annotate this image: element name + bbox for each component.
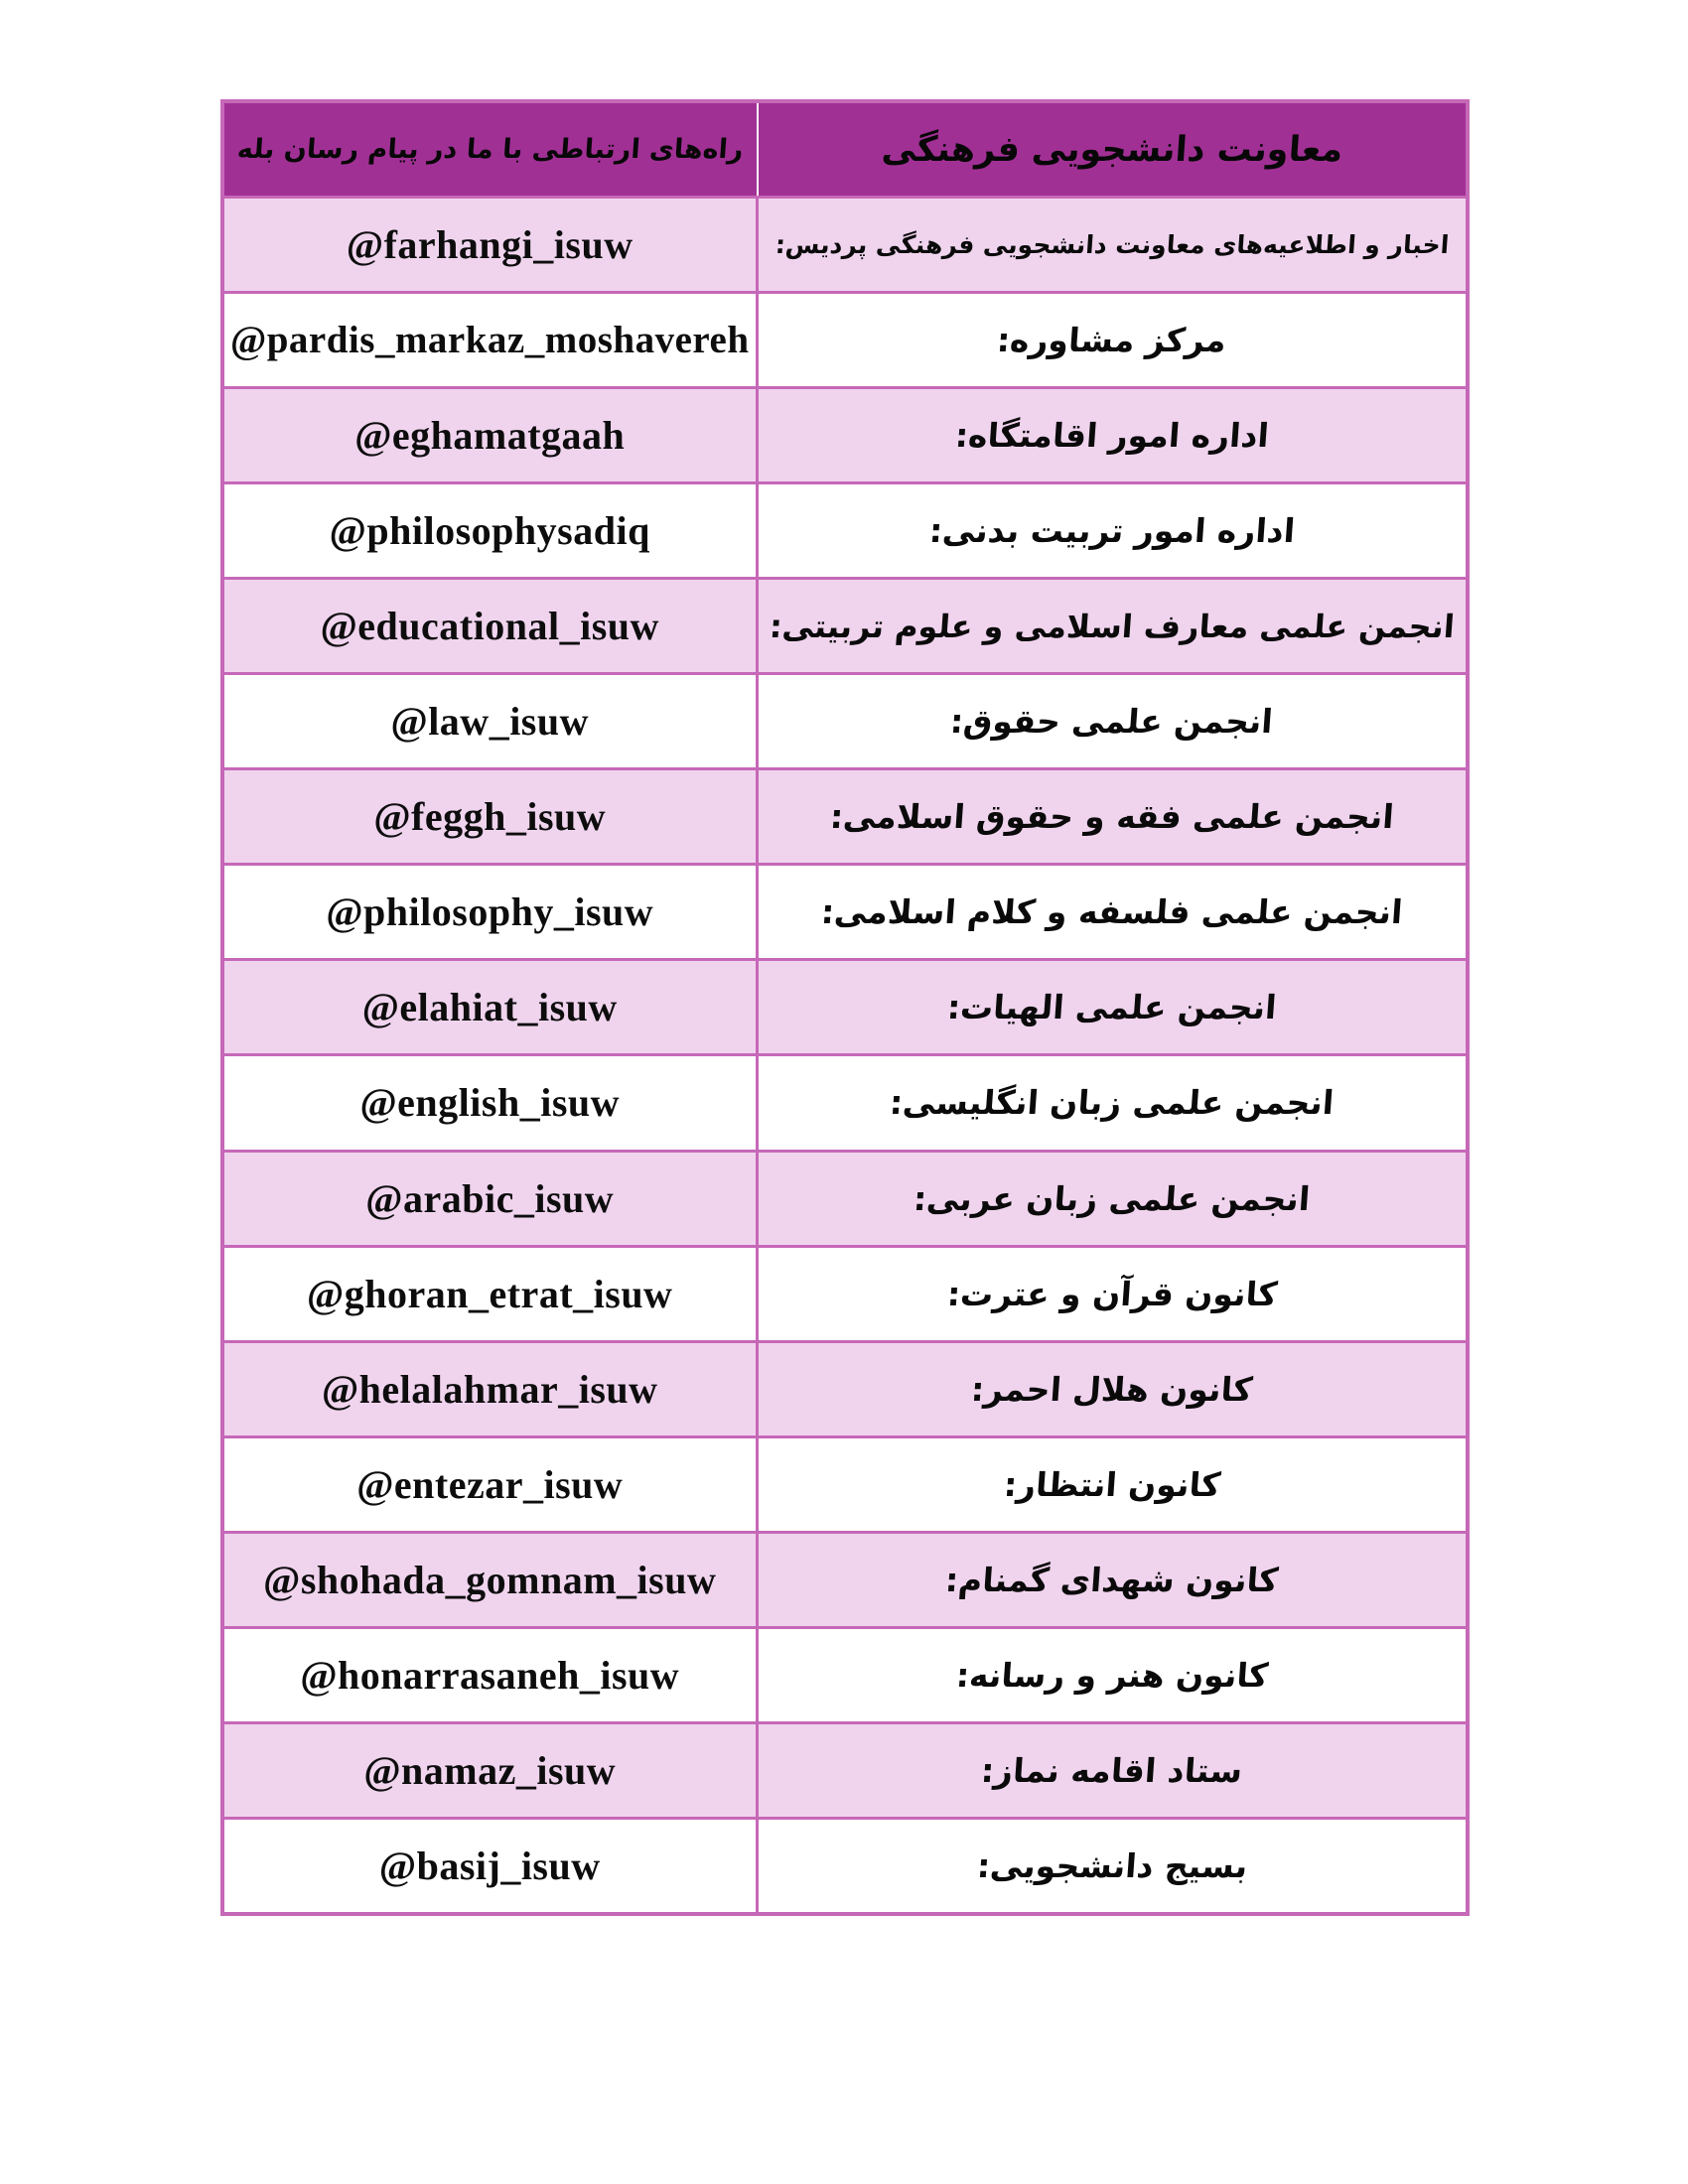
channels-table — [220, 99, 1470, 1916]
handle-cell — [224, 389, 759, 481]
label-cell — [759, 1820, 1467, 1912]
handle-cell — [224, 1056, 759, 1149]
channel-handle: @arabic_isuw — [365, 1175, 615, 1221]
handle-cell — [224, 484, 759, 577]
channel-handle: @feggh_isuw — [373, 794, 607, 840]
channel-handle: @ghoran_etrat_isuw — [307, 1271, 673, 1316]
table-row — [224, 1534, 1466, 1629]
handle-cell — [224, 1534, 759, 1626]
label-fa: انجمن علمی زبان عربی: — [912, 1178, 1312, 1218]
header-handles-label: راه‌های ارتباطی با ما در پیام رسان بله — [235, 134, 745, 166]
label-cell — [759, 866, 1467, 958]
label-fa: مرکز مشاوره: — [995, 321, 1228, 360]
channel-handle: @educational_isuw — [320, 604, 659, 649]
label-cell — [759, 675, 1467, 767]
handle-cell — [224, 199, 759, 291]
handle-cell — [224, 294, 759, 386]
table-row — [224, 389, 1466, 484]
label-fa: کانون هنر و رسانه: — [954, 1655, 1270, 1695]
channel-handle: @eghamatgaah — [354, 413, 626, 459]
table-row — [224, 1248, 1466, 1343]
channel-handle: @farhangi_isuw — [346, 222, 633, 268]
header-handles-cell — [224, 103, 759, 196]
label-cell — [759, 199, 1467, 291]
channel-handle: @basij_isuw — [378, 1843, 601, 1888]
channel-handle: @entezar_isuw — [356, 1461, 624, 1507]
label-cell — [759, 961, 1467, 1053]
label-fa: انجمن علمی الهیات: — [945, 988, 1278, 1027]
label-fa: بسیج دانشجویی: — [975, 1845, 1249, 1885]
label-cell — [759, 1534, 1467, 1626]
label-cell — [759, 1056, 1467, 1149]
label-cell — [759, 1153, 1467, 1245]
channel-handle: @philosophysadiq — [329, 508, 650, 554]
channel-handle: @honarrasaneh_isuw — [300, 1652, 680, 1698]
label-fa: اداره امور تربیت بدنی: — [927, 511, 1297, 551]
table-row — [224, 580, 1466, 675]
channel-handle: @helalahmar_isuw — [321, 1366, 658, 1412]
label-fa: انجمن علمی حقوق: — [949, 702, 1275, 742]
label-cell — [759, 1438, 1467, 1531]
table-row — [224, 1820, 1466, 1912]
table-row — [224, 484, 1466, 580]
channel-handle: @english_isuw — [359, 1080, 621, 1126]
label-cell — [759, 1248, 1467, 1340]
handle-cell — [224, 580, 759, 672]
handle-cell — [224, 1153, 759, 1245]
channel-handle: @shohada_gomnam_isuw — [263, 1557, 717, 1602]
table-row — [224, 1724, 1466, 1820]
label-fa: انجمن علمی معارف اسلامی و علوم تربیتی: — [768, 607, 1457, 645]
label-fa: کانون قرآن و عترت: — [945, 1274, 1279, 1313]
channel-handle: @elahiat_isuw — [361, 985, 618, 1030]
label-fa: انجمن علمی فقه و حقوق اسلامی: — [828, 797, 1395, 837]
table-row — [224, 866, 1466, 961]
label-cell — [759, 294, 1467, 386]
handle-cell — [224, 770, 759, 863]
label-cell — [759, 1343, 1467, 1435]
table-row — [224, 961, 1466, 1056]
table-row — [224, 1438, 1466, 1534]
label-cell — [759, 580, 1467, 672]
table-row — [224, 770, 1466, 866]
handle-cell — [224, 961, 759, 1053]
label-cell — [759, 1724, 1467, 1817]
label-cell — [759, 770, 1467, 863]
label-fa: کانون هلال احمر: — [969, 1369, 1254, 1409]
label-fa: انجمن علمی فلسفه و کلام اسلامی: — [819, 892, 1404, 932]
label-cell — [759, 484, 1467, 577]
channel-handle: @philosophy_isuw — [326, 889, 654, 935]
label-cell — [759, 1629, 1467, 1721]
table-row — [224, 1056, 1466, 1152]
handle-cell — [224, 1629, 759, 1721]
handle-cell — [224, 1820, 759, 1912]
label-cell — [759, 389, 1467, 481]
channel-handle: @pardis_markaz_moshavereh — [229, 319, 750, 362]
label-fa: اخبار و اطلاعیه‌های معاونت دانشجویی فرهنگی پردیس: — [774, 230, 1450, 260]
handle-cell — [224, 675, 759, 767]
channel-handle: @namaz_isuw — [363, 1747, 617, 1793]
label-fa: کانون انتظار: — [1002, 1464, 1222, 1504]
label-fa: انجمن علمی زبان انگلیسی: — [888, 1083, 1336, 1123]
table-row — [224, 199, 1466, 294]
header-title-label: معاونت دانشجویی فرهنگی — [880, 129, 1344, 170]
label-fa: ستاد اقامه نماز: — [979, 1750, 1244, 1790]
handle-cell — [224, 1438, 759, 1531]
header-title-cell — [759, 103, 1467, 196]
label-fa: اداره امور اقامتگاه: — [953, 416, 1271, 456]
table-row — [224, 675, 1466, 770]
table-row — [224, 1343, 1466, 1438]
channel-handle: @law_isuw — [390, 699, 590, 745]
table-header-row — [224, 103, 1466, 199]
handle-cell — [224, 866, 759, 958]
table-row — [224, 1153, 1466, 1248]
label-fa: کانون شهدای گمنام: — [943, 1560, 1280, 1599]
handle-cell — [224, 1248, 759, 1340]
table-row — [224, 1629, 1466, 1724]
table-row — [224, 294, 1466, 389]
handle-cell — [224, 1724, 759, 1817]
handle-cell — [224, 1343, 759, 1435]
